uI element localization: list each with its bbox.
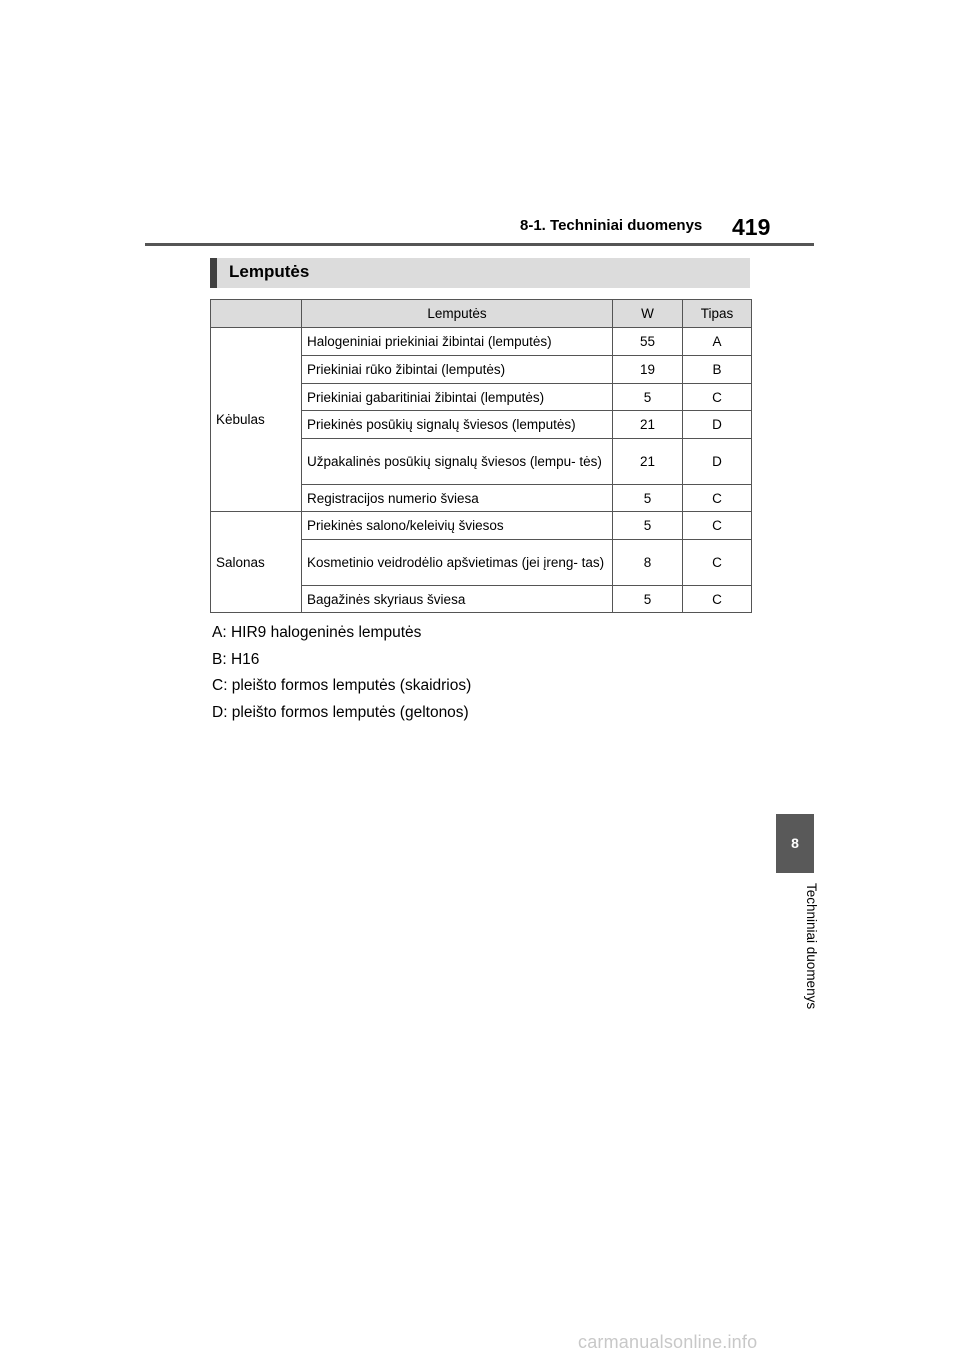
table-header-row <box>211 300 752 328</box>
bulb-type: D <box>683 411 752 439</box>
header-divider <box>145 243 814 246</box>
bulb-watts: 21 <box>613 411 683 439</box>
bulb-description: Halogeniniai priekiniai žibintai (lemputės) <box>302 328 613 356</box>
table-row <box>211 512 752 540</box>
bulb-watts: 55 <box>613 328 683 356</box>
bulb-watts: 5 <box>613 485 683 512</box>
group-label-body: Kėbulas <box>211 328 302 512</box>
page-number: 419 <box>732 214 771 240</box>
section-title: 8-1. Techniniai duomenys <box>520 217 703 234</box>
bulb-description: Bagažinės skyriaus šviesa <box>302 586 613 613</box>
bulbs-table <box>210 299 752 613</box>
chapter-tab: 8 <box>776 814 814 873</box>
legend-item-c: C: pleišto formos lemputės (skaidrios) <box>212 677 472 694</box>
bulb-watts: 19 <box>613 356 683 384</box>
table-row <box>211 328 752 356</box>
bulb-type-legend <box>212 620 471 726</box>
group-label-interior: Salonas <box>211 512 302 613</box>
chapter-tab-label: Techniniai duomenys <box>804 883 819 1010</box>
bulb-type: C <box>683 512 752 540</box>
bulb-description: Užpakalinės posūkių signalų šviesos (lempu- tės) <box>302 439 613 485</box>
section-heading-bar <box>210 258 750 288</box>
bulb-watts: 5 <box>613 586 683 613</box>
section-heading: Lemputės <box>229 262 310 281</box>
bulb-description: Priekinės posūkių signalų šviesos (lemputės) <box>302 411 613 439</box>
bulb-description: Priekiniai gabaritiniai žibintai (lemputės) <box>302 384 613 411</box>
bulb-type: C <box>683 586 752 613</box>
bulb-type: C <box>683 384 752 411</box>
header-cell-watts: W <box>613 300 683 328</box>
legend-item-a: A: HIR9 halogeninės lemputės <box>212 624 422 641</box>
bulb-watts: 21 <box>613 439 683 485</box>
legend-item-d: D: pleišto formos lemputės (geltonos) <box>212 703 469 721</box>
bulb-watts: 5 <box>613 512 683 540</box>
header-cell-type: Tipas <box>683 300 752 328</box>
bulb-description: Registracijos numerio šviesa <box>302 485 613 512</box>
bulb-description: Kosmetinio veidrodėlio apšvietimas (jei įreng- tas) <box>302 540 613 586</box>
bulb-watts: 8 <box>613 540 683 586</box>
bulb-type: B <box>683 356 752 384</box>
legend-item-b: B: H16 <box>212 650 260 668</box>
header-cell-bulbs: Lemputės <box>302 300 613 328</box>
bulb-type: C <box>683 485 752 512</box>
bulb-type: D <box>683 439 752 485</box>
bulb-type: A <box>683 328 752 356</box>
bulb-description: Priekiniai rūko žibintai (lemputės) <box>302 356 613 384</box>
watermark: carmanualsonline.info <box>578 1332 758 1352</box>
header-cell-group <box>211 300 302 328</box>
bulb-type: C <box>683 540 752 586</box>
bulb-description: Priekinės salono/keleivių šviesos <box>302 512 613 540</box>
bulb-watts: 5 <box>613 384 683 411</box>
